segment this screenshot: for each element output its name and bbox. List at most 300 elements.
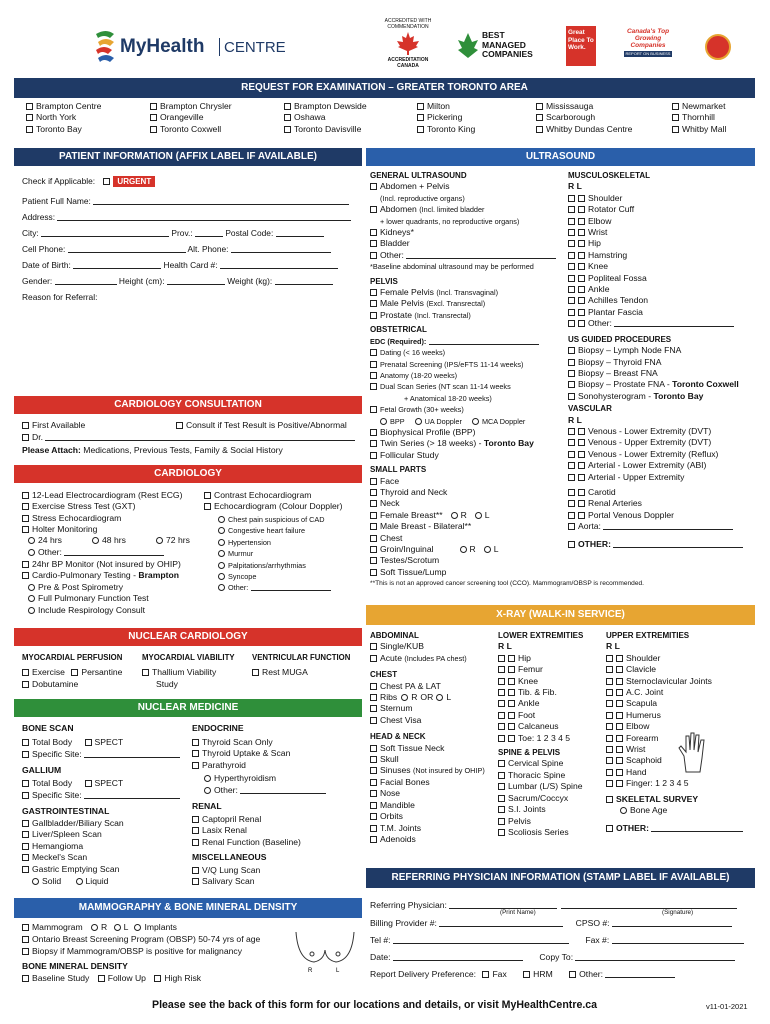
location-newmarket-label: Newmarket bbox=[682, 101, 726, 111]
msk-wrist-l-checkbox[interactable] bbox=[578, 229, 585, 236]
first-available-checkbox[interactable] bbox=[22, 422, 29, 429]
cpso-field[interactable] bbox=[612, 918, 732, 927]
msk-achilles-tendon-l-checkbox[interactable] bbox=[578, 297, 585, 304]
male-breast-checkbox[interactable] bbox=[370, 523, 377, 530]
groin-l-radio[interactable] bbox=[484, 546, 491, 553]
orbits-label: Orbits bbox=[380, 811, 403, 822]
lower-hip-l-checkbox[interactable] bbox=[508, 655, 515, 662]
bone-total-checkbox[interactable] bbox=[22, 739, 29, 746]
lower-femur-r-checkbox[interactable] bbox=[498, 666, 505, 673]
solid-radio[interactable] bbox=[32, 878, 39, 885]
liquid-radio[interactable] bbox=[76, 878, 83, 885]
upper-scapula-r-checkbox[interactable] bbox=[606, 700, 613, 707]
salivary-scan-checkbox[interactable] bbox=[192, 878, 199, 885]
meckel-s-scan-checkbox[interactable] bbox=[22, 854, 29, 861]
upper-hand-r-checkbox[interactable] bbox=[606, 769, 613, 776]
gastric-emptying-scan-checkbox[interactable] bbox=[22, 866, 29, 873]
msk-hip-r-checkbox[interactable] bbox=[568, 240, 575, 247]
upper-humerus-r-checkbox[interactable] bbox=[606, 712, 613, 719]
sonohysterogram-checkbox[interactable] bbox=[568, 393, 575, 400]
copy-label: Copy To: bbox=[539, 952, 574, 962]
location-newmarket-checkbox[interactable] bbox=[672, 103, 679, 110]
msk-rotator-cuff-r-checkbox[interactable] bbox=[568, 206, 575, 213]
hyperthyroid-radio[interactable] bbox=[204, 775, 211, 782]
female-pelvis-checkbox[interactable] bbox=[370, 289, 377, 296]
upper-elbow-l-checkbox[interactable] bbox=[616, 723, 623, 730]
abd-pelvis-checkbox[interactable] bbox=[370, 183, 377, 190]
location-toronto-davisville-checkbox[interactable] bbox=[284, 126, 291, 133]
lower-toe-1-2-3-4-5-r-checkbox[interactable] bbox=[498, 735, 505, 742]
twin-series-checkbox[interactable] bbox=[370, 440, 377, 447]
ribs-row bbox=[370, 692, 498, 703]
delivery-other-field[interactable] bbox=[605, 969, 675, 978]
acute-checkbox[interactable] bbox=[370, 655, 377, 662]
location-brampton-dewside-checkbox[interactable] bbox=[284, 103, 291, 110]
vasc-arterial-upper-extremity-l-checkbox[interactable] bbox=[578, 474, 585, 481]
liver-spleen-scan-checkbox[interactable] bbox=[22, 831, 29, 838]
vasc-venous-lower-extremity-dvt-label: Venous - Lower Extremity (DVT) bbox=[588, 425, 712, 436]
upper-shoulder-l-checkbox[interactable] bbox=[616, 655, 623, 662]
height-field[interactable] bbox=[167, 276, 225, 285]
tel-field[interactable] bbox=[393, 935, 569, 944]
lower-toe-1-2-3-4-5-l-checkbox[interactable] bbox=[508, 735, 515, 742]
renal-function-baseline-checkbox[interactable] bbox=[192, 839, 199, 846]
soft-tissue-neck-checkbox[interactable] bbox=[370, 745, 377, 752]
sinuses-checkbox[interactable] bbox=[370, 767, 377, 774]
t-m-joints-row bbox=[370, 823, 498, 834]
thyroid-uptake-scan-checkbox[interactable] bbox=[192, 750, 199, 757]
msk-hip-l-checkbox[interactable] bbox=[578, 240, 585, 247]
lower-ankle-l-checkbox[interactable] bbox=[508, 700, 515, 707]
12-lead-electrocardiogram-rest-ecg-checkbox[interactable] bbox=[22, 492, 29, 499]
thallium-checkbox[interactable] bbox=[142, 669, 149, 676]
xray-other-checkbox[interactable] bbox=[606, 825, 613, 832]
holter-24-radio[interactable] bbox=[28, 537, 35, 544]
consult-positive-checkbox[interactable] bbox=[176, 422, 183, 429]
chest-pa-lat-checkbox[interactable] bbox=[370, 683, 377, 690]
muga-checkbox[interactable] bbox=[252, 669, 259, 676]
vasc2-renal-arteries-r-checkbox[interactable] bbox=[568, 500, 575, 507]
endocrine-label: ENDOCRINE bbox=[192, 723, 244, 733]
female-breast-checkbox[interactable] bbox=[370, 512, 377, 519]
dobutamine-checkbox[interactable] bbox=[22, 681, 29, 688]
location-thornhill-checkbox[interactable] bbox=[672, 114, 679, 121]
us-other-checkbox[interactable] bbox=[370, 252, 377, 259]
upper-a-c-joint-l-checkbox[interactable] bbox=[616, 689, 623, 696]
urgent-checkbox[interactable] bbox=[103, 178, 110, 185]
lower-foot-r-checkbox[interactable] bbox=[498, 712, 505, 719]
vasc-arterial-upper-extremity-r-checkbox[interactable] bbox=[568, 474, 575, 481]
xray-other-field[interactable] bbox=[651, 823, 743, 832]
location-toronto-bay-checkbox[interactable] bbox=[26, 126, 33, 133]
orbits-checkbox[interactable] bbox=[370, 813, 377, 820]
upper-wrist-r-checkbox[interactable] bbox=[606, 746, 613, 753]
prenatal-checkbox[interactable] bbox=[370, 361, 377, 368]
obsp-checkbox[interactable] bbox=[22, 936, 29, 943]
upper-humerus-l-checkbox[interactable] bbox=[616, 712, 623, 719]
include-respirology-consult-radio[interactable] bbox=[28, 607, 35, 614]
fbreast-r-radio[interactable] bbox=[451, 512, 458, 519]
groin-r-radio[interactable] bbox=[460, 546, 467, 553]
holter-other-radio[interactable] bbox=[28, 549, 35, 556]
upper-finger-1-2-3-4-5-r-checkbox[interactable] bbox=[606, 780, 613, 787]
location-whitby-mall-checkbox[interactable] bbox=[672, 126, 679, 133]
hypertension-radio[interactable] bbox=[218, 539, 225, 546]
other-field[interactable] bbox=[251, 582, 331, 591]
biopsy-thyroid-fna-checkbox[interactable] bbox=[568, 359, 575, 366]
msk-elbow-r-checkbox[interactable] bbox=[568, 218, 575, 225]
echocardiogram-colour-doppler-checkbox[interactable] bbox=[204, 503, 211, 510]
captopril-renal-checkbox[interactable] bbox=[192, 816, 199, 823]
vasc-arterial-lower-extremity-abi-l-checkbox[interactable] bbox=[578, 462, 585, 469]
msk-shoulder-r-checkbox[interactable] bbox=[568, 195, 575, 202]
hemangioma-checkbox[interactable] bbox=[22, 843, 29, 850]
location-toronto-king-row bbox=[417, 124, 475, 135]
chest-visa-checkbox[interactable] bbox=[370, 717, 377, 724]
phys-name-field[interactable] bbox=[449, 900, 557, 909]
phys-sig-field[interactable] bbox=[561, 900, 737, 909]
copy-field[interactable] bbox=[575, 952, 735, 961]
alt-phone-field[interactable] bbox=[231, 244, 331, 253]
gender-field[interactable] bbox=[55, 276, 117, 285]
vasc-venous-lower-extremity-dvt-r-checkbox[interactable] bbox=[568, 428, 575, 435]
vasc-venous-upper-extremity-dvt-l-checkbox[interactable] bbox=[578, 439, 585, 446]
soft-tissue-checkbox[interactable] bbox=[370, 569, 377, 576]
msk-wrist-r-checkbox[interactable] bbox=[568, 229, 575, 236]
upper-elbow-r-checkbox[interactable] bbox=[606, 723, 613, 730]
biopsy-checkbox[interactable] bbox=[22, 948, 29, 955]
fbreast-l-radio[interactable] bbox=[475, 512, 482, 519]
cervical-spine-row bbox=[498, 758, 608, 769]
top-growing-badge bbox=[624, 28, 672, 64]
cervical-spine-checkbox[interactable] bbox=[498, 760, 505, 767]
msk-achilles-tendon-r-checkbox[interactable] bbox=[568, 297, 575, 304]
msk-rotator-cuff-l-checkbox[interactable] bbox=[578, 206, 585, 213]
mammo-r-radio[interactable] bbox=[91, 924, 98, 931]
bone-specific-field[interactable] bbox=[84, 749, 180, 758]
logo-brand: MyHealth bbox=[120, 36, 205, 57]
vasc2-aorta-row bbox=[568, 521, 756, 532]
scoliosis-series-checkbox[interactable] bbox=[498, 829, 505, 836]
followup-checkbox[interactable] bbox=[98, 975, 105, 982]
persantine-checkbox[interactable] bbox=[71, 669, 78, 676]
congestive-heart-failure-radio[interactable] bbox=[218, 527, 225, 534]
vasc-venous-lower-extremity-dvt-l-checkbox[interactable] bbox=[578, 428, 585, 435]
male-pelvis-checkbox[interactable] bbox=[370, 300, 377, 307]
lower-tib-fib-l-checkbox[interactable] bbox=[508, 689, 515, 696]
fax-field[interactable] bbox=[612, 935, 744, 944]
contrast-echocardiogram-checkbox[interactable] bbox=[204, 492, 211, 499]
ribs-checkbox[interactable] bbox=[370, 694, 377, 701]
vasc-arterial-lower-extremity-abi-row bbox=[568, 460, 756, 471]
sinuses-label: Sinuses bbox=[380, 765, 411, 776]
sacrum-coccyx-checkbox[interactable] bbox=[498, 795, 505, 802]
bone-age-radio[interactable] bbox=[620, 807, 627, 814]
lower-knee-l-checkbox[interactable] bbox=[508, 678, 515, 685]
location-brampton-dewside-label: Brampton Dewside bbox=[294, 101, 367, 111]
parathyroid-checkbox[interactable] bbox=[192, 762, 199, 769]
t-m-joints-checkbox[interactable] bbox=[370, 825, 377, 832]
edc-field[interactable] bbox=[429, 336, 539, 345]
vascular-heading: VASCULAR bbox=[568, 404, 612, 414]
dob-field[interactable] bbox=[73, 260, 161, 269]
ribs-r-radio[interactable] bbox=[401, 694, 408, 701]
upper-finger-1-2-3-4-5-l-checkbox[interactable] bbox=[616, 780, 623, 787]
msk-ankle-l-checkbox[interactable] bbox=[578, 286, 585, 293]
ribs-l-radio[interactable] bbox=[436, 694, 443, 701]
bmd-label: BONE MINERAL DENSITY bbox=[22, 961, 128, 971]
dr-checkbox[interactable] bbox=[22, 434, 29, 441]
us-other-field[interactable] bbox=[406, 250, 556, 259]
v-q-lung-scan-checkbox[interactable] bbox=[192, 867, 199, 874]
vasc2-renal-arteries-l-checkbox[interactable] bbox=[578, 500, 585, 507]
weight-field[interactable] bbox=[275, 276, 333, 285]
holter-72-radio[interactable] bbox=[156, 537, 163, 544]
delivery-hrm-checkbox[interactable] bbox=[523, 971, 530, 978]
location-brampton-chrysler-checkbox[interactable] bbox=[150, 103, 157, 110]
vasc-venous-upper-extremity-dvt-r-checkbox[interactable] bbox=[568, 439, 575, 446]
biophysical-checkbox[interactable] bbox=[370, 429, 377, 436]
msk-other-label: Other: bbox=[588, 318, 612, 329]
upper-sternoclavicular-joints-r-checkbox[interactable] bbox=[606, 678, 613, 685]
upper-a-c-joint-r-checkbox[interactable] bbox=[606, 689, 613, 696]
palpitations-arrhythmias-label: Palpitations/arrhythmias bbox=[228, 560, 306, 570]
patient-name-field[interactable] bbox=[93, 196, 349, 205]
stress-echocardiogram-checkbox[interactable] bbox=[22, 515, 29, 522]
s-i-joints-checkbox[interactable] bbox=[498, 806, 505, 813]
postal-field[interactable] bbox=[276, 228, 324, 237]
endo-other-field[interactable] bbox=[240, 785, 326, 794]
vasc-venous-lower-extremity-reflux-r-checkbox[interactable] bbox=[568, 451, 575, 458]
lower-calcaneus-l-checkbox[interactable] bbox=[508, 723, 515, 730]
palpitations-arrhythmias-radio[interactable] bbox=[218, 562, 225, 569]
headneck-heading: HEAD & NECK bbox=[370, 732, 426, 742]
location-pickering-checkbox[interactable] bbox=[417, 114, 424, 121]
acute-row bbox=[370, 653, 498, 664]
adenoids-checkbox[interactable] bbox=[370, 836, 377, 843]
abd-sub-note: (Incl. reproductive organs) bbox=[380, 193, 465, 203]
fetal-growth-checkbox[interactable] bbox=[370, 406, 377, 413]
pre-post-spirometry-radio[interactable] bbox=[28, 584, 35, 591]
us-other2-field[interactable] bbox=[613, 539, 743, 548]
single-kub-checkbox[interactable] bbox=[370, 643, 377, 650]
v-q-lung-scan-label: V/Q Lung Scan bbox=[202, 865, 261, 875]
date-field[interactable] bbox=[393, 952, 523, 961]
skull-checkbox[interactable] bbox=[370, 756, 377, 763]
sternum-checkbox[interactable] bbox=[370, 705, 377, 712]
location-toronto-king-checkbox[interactable] bbox=[417, 126, 424, 133]
gallium-specific-field[interactable] bbox=[84, 790, 180, 799]
health-card-field[interactable] bbox=[220, 260, 338, 269]
vasc-arterial-lower-extremity-abi-r-checkbox[interactable] bbox=[568, 462, 575, 469]
msk-shoulder-l-checkbox[interactable] bbox=[578, 195, 585, 202]
lower-knee-r-checkbox[interactable] bbox=[498, 678, 505, 685]
lower-calcaneus-r-checkbox[interactable] bbox=[498, 723, 505, 730]
city-field[interactable] bbox=[41, 228, 169, 237]
billing-field[interactable] bbox=[439, 918, 563, 927]
high-risk-checkbox[interactable] bbox=[154, 975, 161, 982]
biopsy-lymph-node-fna-checkbox[interactable] bbox=[568, 347, 575, 354]
msk-ankle-r-checkbox[interactable] bbox=[568, 286, 575, 293]
holter-48-radio[interactable] bbox=[92, 537, 99, 544]
salivary-scan-label: Salivary Scan bbox=[202, 876, 255, 887]
testes-checkbox[interactable] bbox=[370, 557, 377, 564]
lower-foot-l-checkbox[interactable] bbox=[508, 712, 515, 719]
upper-scaphoid-l-checkbox[interactable] bbox=[616, 757, 623, 764]
location-orangeville-label: Orangeville bbox=[160, 112, 204, 123]
upper-forearm-l-checkbox[interactable] bbox=[616, 735, 623, 742]
msk-plantar-fascia-r-checkbox[interactable] bbox=[568, 309, 575, 316]
thoracic-spine-checkbox[interactable] bbox=[498, 772, 505, 779]
lumbar-l-s-spine-checkbox[interactable] bbox=[498, 783, 505, 790]
thyroid-and-neck-checkbox[interactable] bbox=[370, 489, 377, 496]
female-pelvis-row bbox=[370, 287, 566, 298]
delivery-fax-checkbox[interactable] bbox=[482, 971, 489, 978]
vasc-venous-lower-extremity-reflux-l-checkbox[interactable] bbox=[578, 451, 585, 458]
upper-wrist-l-checkbox[interactable] bbox=[616, 746, 623, 753]
lower-tib-fib-r-checkbox[interactable] bbox=[498, 689, 505, 696]
face-checkbox[interactable] bbox=[370, 478, 377, 485]
bone-spect-checkbox[interactable] bbox=[85, 739, 92, 746]
location-orangeville-checkbox[interactable] bbox=[150, 114, 157, 121]
us-other2-checkbox[interactable] bbox=[568, 541, 575, 548]
location-brampton-centre-checkbox[interactable] bbox=[26, 103, 33, 110]
upper-clavicle-r-checkbox[interactable] bbox=[606, 666, 613, 673]
upper-hand-l-checkbox[interactable] bbox=[616, 769, 623, 776]
neck-checkbox[interactable] bbox=[370, 500, 377, 507]
ua-doppler-radio[interactable] bbox=[415, 418, 422, 425]
thyroid-scan-only-checkbox[interactable] bbox=[192, 739, 199, 746]
delivery-other-checkbox[interactable] bbox=[569, 971, 576, 978]
baseline-checkbox[interactable] bbox=[22, 975, 29, 982]
bone-specific-checkbox[interactable] bbox=[22, 751, 29, 758]
mammogram-checkbox[interactable] bbox=[22, 924, 29, 931]
msk-popliteal-fossa-l-checkbox[interactable] bbox=[578, 275, 585, 282]
cardio-pulm-label: Cardio-Pulmonary Testing - bbox=[32, 570, 139, 580]
bpp-radio[interactable] bbox=[380, 418, 387, 425]
pelvis-label: Pelvis bbox=[508, 815, 531, 826]
cardio-pulm-checkbox[interactable] bbox=[22, 572, 29, 579]
prov-field[interactable] bbox=[195, 228, 223, 237]
bp-monitor-checkbox[interactable] bbox=[22, 561, 29, 568]
murmur-radio[interactable] bbox=[218, 550, 225, 557]
dr-field[interactable] bbox=[45, 432, 355, 441]
lower-ankle-r-checkbox[interactable] bbox=[498, 700, 505, 707]
mammo-l-radio[interactable] bbox=[114, 924, 121, 931]
mca-doppler-radio[interactable] bbox=[472, 418, 479, 425]
msk-other-l-checkbox[interactable] bbox=[578, 320, 585, 327]
msk-hamstring-r-checkbox[interactable] bbox=[568, 252, 575, 259]
biopsy-breast-fna-checkbox[interactable] bbox=[568, 370, 575, 377]
upper-sternoclavicular-joints-l-checkbox[interactable] bbox=[616, 678, 623, 685]
location-scarborough-checkbox[interactable] bbox=[536, 114, 543, 121]
lower-femur-l-checkbox[interactable] bbox=[508, 666, 515, 673]
holter-monitoring-checkbox[interactable] bbox=[22, 526, 29, 533]
upper-scapula-l-checkbox[interactable] bbox=[616, 700, 623, 707]
upper-scaphoid-r-checkbox[interactable] bbox=[606, 757, 613, 764]
us-chest-checkbox[interactable] bbox=[370, 535, 377, 542]
vasc2-aorta-checkbox[interactable] bbox=[568, 523, 575, 530]
syncope-radio[interactable] bbox=[218, 573, 225, 580]
address-field[interactable] bbox=[57, 212, 351, 221]
facial-bones-checkbox[interactable] bbox=[370, 779, 377, 786]
msk-popliteal-fossa-r-checkbox[interactable] bbox=[568, 275, 575, 282]
holter-other-field[interactable] bbox=[64, 547, 164, 556]
mandible-checkbox[interactable] bbox=[370, 802, 377, 809]
vasc2-portal-venous-doppler-r-checkbox[interactable] bbox=[568, 512, 575, 519]
bone-total-label: Total Body bbox=[32, 737, 73, 747]
full-pulmonary-function-test-radio[interactable] bbox=[28, 595, 35, 602]
kidneys-checkbox[interactable] bbox=[370, 229, 377, 236]
follicular-checkbox[interactable] bbox=[370, 452, 377, 459]
location-oshawa-checkbox[interactable] bbox=[284, 114, 291, 121]
location-toronto-king-label: Toronto King bbox=[427, 123, 476, 134]
prostate-checkbox[interactable] bbox=[370, 312, 377, 319]
bladder-checkbox[interactable] bbox=[370, 240, 377, 247]
gallium-spect-checkbox[interactable] bbox=[85, 780, 92, 787]
dual-scan-checkbox[interactable] bbox=[370, 383, 377, 390]
vasc2-aorta-field[interactable] bbox=[603, 521, 733, 530]
upper-humerus-row bbox=[606, 710, 756, 721]
msk-elbow-l-checkbox[interactable] bbox=[578, 218, 585, 225]
location-toronto-coxwell-checkbox[interactable] bbox=[150, 126, 157, 133]
msk-plantar-fascia-l-checkbox[interactable] bbox=[578, 309, 585, 316]
location-whitby-dundas-centre-checkbox[interactable] bbox=[536, 126, 543, 133]
upper-clavicle-l-checkbox[interactable] bbox=[616, 666, 623, 673]
chest-pain-suspicious-of-cad-radio[interactable] bbox=[218, 516, 225, 523]
vasc-venous-lower-extremity-reflux-row bbox=[568, 449, 756, 460]
msk-knee-l-checkbox[interactable] bbox=[578, 263, 585, 270]
implants-radio[interactable] bbox=[134, 924, 141, 931]
gallium-specific-checkbox[interactable] bbox=[22, 792, 29, 799]
msk-other-r-checkbox[interactable] bbox=[568, 320, 575, 327]
gallium-total-checkbox[interactable] bbox=[22, 780, 29, 787]
lasix-renal-checkbox[interactable] bbox=[192, 827, 199, 834]
groin-checkbox[interactable] bbox=[370, 546, 377, 553]
exercise-stress-test-gxt-checkbox[interactable] bbox=[22, 503, 29, 510]
vasc2-carotid-r-checkbox[interactable] bbox=[568, 489, 575, 496]
vasc2-portal-venous-doppler-l-checkbox[interactable] bbox=[578, 512, 585, 519]
nose-checkbox[interactable] bbox=[370, 790, 377, 797]
upper-forearm-r-checkbox[interactable] bbox=[606, 735, 613, 742]
msk-hamstring-l-checkbox[interactable] bbox=[578, 252, 585, 259]
dating-checkbox[interactable] bbox=[370, 349, 377, 356]
location-milton-checkbox[interactable] bbox=[417, 103, 424, 110]
mammo-r-label: R bbox=[101, 922, 108, 932]
upper-shoulder-r-checkbox[interactable] bbox=[606, 655, 613, 662]
skeletal-survey-checkbox[interactable] bbox=[606, 796, 613, 803]
exercise-checkbox[interactable] bbox=[22, 669, 29, 676]
upper-sternoclavicular-joints-row bbox=[606, 676, 756, 687]
anatomy-checkbox[interactable] bbox=[370, 372, 377, 379]
lower-hip-r-checkbox[interactable] bbox=[498, 655, 505, 662]
pelvis-checkbox[interactable] bbox=[498, 818, 505, 825]
biopsy-prostate-checkbox[interactable] bbox=[568, 381, 575, 388]
gallbladder-biliary-scan-checkbox[interactable] bbox=[22, 820, 29, 827]
endo-other-radio[interactable] bbox=[204, 787, 211, 794]
location-north-york-checkbox[interactable] bbox=[26, 114, 33, 121]
location-mississauga-checkbox[interactable] bbox=[536, 103, 543, 110]
msk-knee-r-checkbox[interactable] bbox=[568, 263, 575, 270]
other-radio[interactable] bbox=[218, 584, 225, 591]
soft-tissue-row bbox=[370, 567, 566, 578]
biopsy-thyroid-fna-label: Biopsy – Thyroid FNA bbox=[578, 356, 662, 367]
msk-other-field[interactable] bbox=[614, 318, 734, 327]
cell-field[interactable] bbox=[68, 244, 186, 253]
vasc2-carotid-l-checkbox[interactable] bbox=[578, 489, 585, 496]
holter-48-label: 48 hrs bbox=[102, 535, 126, 545]
abdomen-checkbox[interactable] bbox=[370, 206, 377, 213]
